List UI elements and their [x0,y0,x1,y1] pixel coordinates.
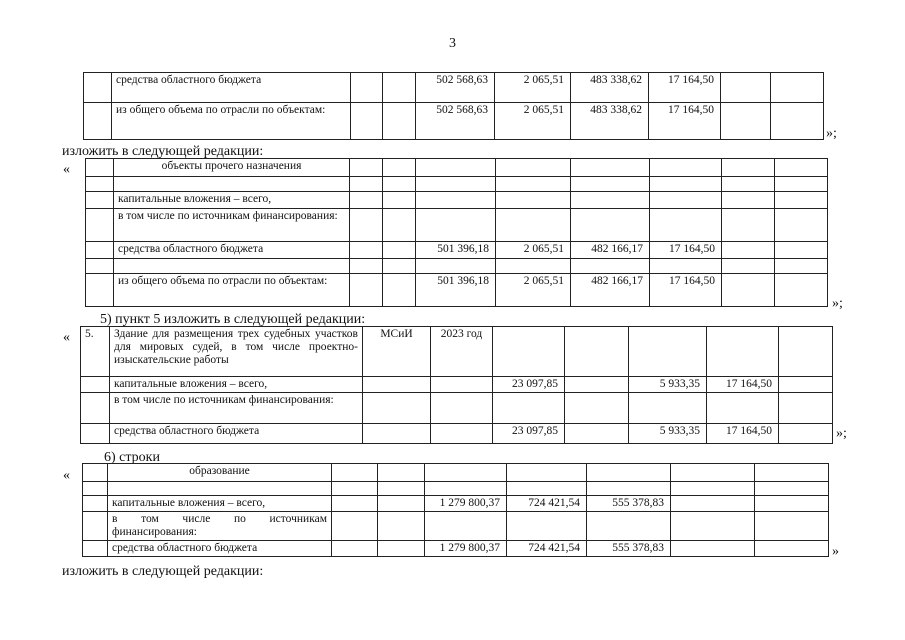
table-1 [83,72,824,140]
cell-value: 501 396,18 [416,242,496,259]
row-label: в том числе по источникам финансирования: [114,209,350,242]
cell-value: 23 097,85 [493,424,565,444]
table-row [86,192,828,209]
section-header: образование [108,464,332,482]
cell-value: 17 164,50 [650,242,722,259]
cell-value: 501 396,18 [416,274,496,307]
paragraph: изложить в следующей редакции: [62,144,264,159]
table-row [81,327,833,377]
close-quote: »; [836,426,847,441]
item-number: 5. [81,327,110,377]
cell-value: 5 933,35 [629,377,707,393]
row-label: из общего объема по отрасли по объектам: [114,274,350,307]
table-row [86,274,828,307]
table-row [83,541,829,557]
item-title: Здание для размещения трех судебных участков для мировых судей, в том числе проектно-изыскательские работы [110,327,363,377]
row-label: капитальные вложения – всего, [110,377,363,393]
row-label: капитальные вложения – всего, [114,192,350,209]
cell-value: 17 164,50 [707,377,779,393]
cell-value: 23 097,85 [493,377,565,393]
open-quote: « [63,162,70,177]
cell-value: 5 933,35 [629,424,707,444]
close-quote: »; [832,296,843,311]
table-row [83,496,829,512]
table-row [84,73,824,103]
cell-value: 483 338,62 [571,73,649,103]
paragraph: 5) пункт 5 изложить в следующей редакции: [100,312,366,327]
open-quote: « [63,330,70,345]
cell-value: 482 166,17 [571,274,650,307]
page-number: 3 [449,36,456,51]
cell-value: 483 338,62 [571,103,649,140]
item-org: МСиИ [363,327,431,377]
table-4 [82,463,829,557]
table-row [86,209,828,242]
cell-value: 502 568,63 [416,73,495,103]
table-3 [80,326,833,444]
table-row [83,512,829,541]
cell-value: 555 378,83 [587,496,671,512]
paragraph: 6) строки [104,450,160,465]
cell-value: 2 065,51 [496,274,571,307]
table-2 [85,158,828,307]
item-year: 2023 год [431,327,493,377]
row-label: капитальные вложения – всего, [108,496,332,512]
cell-value: 17 164,50 [649,73,721,103]
cell-value: 1 279 800,37 [425,496,507,512]
close-quote: » [832,544,839,559]
cell-value: 17 164,50 [650,274,722,307]
table-row [81,424,833,444]
section-header: объекты прочего назначения [114,159,350,177]
table-row [86,159,828,177]
cell-value: 502 568,63 [416,103,495,140]
paragraph: изложить в следующей редакции: [62,564,264,579]
row-label: средства областного бюджета [110,424,363,444]
table-row [83,464,829,482]
cell-value: 2 065,51 [495,103,571,140]
row-label: из общего объема по отрасли по объектам: [112,103,351,140]
cell-value: 555 378,83 [587,541,671,557]
row-label: в том числе по источникам финансирования: [108,512,332,541]
row-label: средства областного бюджета [108,541,332,557]
cell-value: 1 279 800,37 [425,541,507,557]
cell-value: 17 164,50 [649,103,721,140]
table-row [81,393,833,424]
table-row [81,377,833,393]
cell-value: 724 421,54 [507,541,587,557]
cell-value: 724 421,54 [507,496,587,512]
cell-value: 2 065,51 [495,73,571,103]
row-label: средства областного бюджета [114,242,350,259]
table-row [84,103,824,140]
close-quote: »; [826,126,837,141]
cell-value: 2 065,51 [496,242,571,259]
row-label: в том числе по источникам финансирования: [110,393,363,424]
cell-value: 17 164,50 [707,424,779,444]
row-label: средства областного бюджета [112,73,351,103]
cell-value: 482 166,17 [571,242,650,259]
table-row [86,242,828,259]
open-quote: « [63,468,70,483]
